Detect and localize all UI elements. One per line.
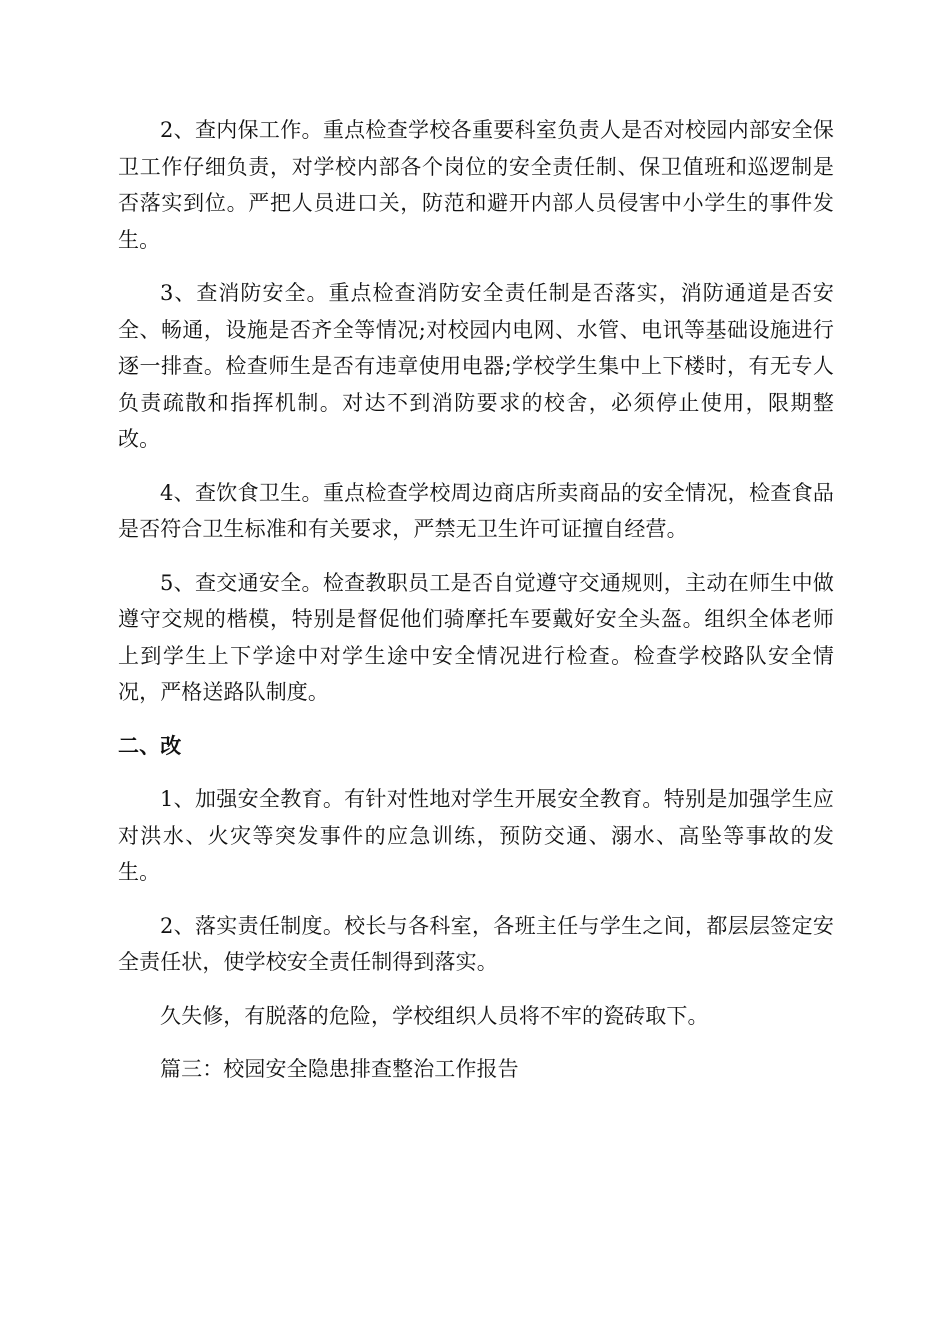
paragraph-tile-removal: 久失修，有脱落的危险，学校组织人员将不牢的瓷砖取下。 [160, 1003, 709, 1028]
paragraph-part-three-title: 篇三：校园安全隐患排查整治工作报告 [160, 1057, 519, 1081]
paragraph-traffic-safety: 5、查交通安全。检查教职员工是否自觉遵守交通规则，主动在师生中做遵守交规的楷模，特别是督促他们骑摩托车要戴好安全头盔。组织全体老师上到学生上下学途中对学生途中安全情况进行检查。检查学校路队安全情况，严格送路队制度。 [118, 570, 834, 704]
section-heading: 二、改 [118, 733, 182, 758]
paragraph-fire-safety: 3、查消防安全。重点检查消防安全责任制是否落实，消防通道是否安全、畅通，设施是否齐全等情况;对校园内电网、水管、电讯等基础设施进行逐一排查。检查师生是否有违章使用电器;学校学生集中上下楼时，有无专人负责疏散和指挥机制。对达不到消防要求的校舍，必须停止使用，限期整改。 [118, 281, 834, 451]
paragraph-food-hygiene: 4、查饮食卫生。重点检查学校周边商店所卖商品的安全情况，检查食品是否符合卫生标准和有关要求，严禁无卫生许可证擅自经营。 [118, 480, 834, 541]
paragraph-safety-education: 1、加强安全教育。有针对性地对学生开展安全教育。特别是加强学生应对洪水、火灾等突发事件的应急训练，预防交通、溺水、高坠等事故的发生。 [118, 787, 834, 884]
paragraph-internal-security: 2、查内保工作。重点检查学校各重要科室负责人是否对校园内部安全保卫工作仔细负责，对学校内部各个岗位的安全责任制、保卫值班和巡逻制是否落实到位。严把人员进口关，防范和避开内部人员侵害中小学生的事件发生。 [118, 118, 834, 252]
paragraph-responsibility-system: 2、落实责任制度。校长与各科室，各班主任与学生之间，都层层签定安全责任状，使学校安全责任制得到落实。 [118, 913, 834, 974]
document-body [118, 112, 834, 1105]
